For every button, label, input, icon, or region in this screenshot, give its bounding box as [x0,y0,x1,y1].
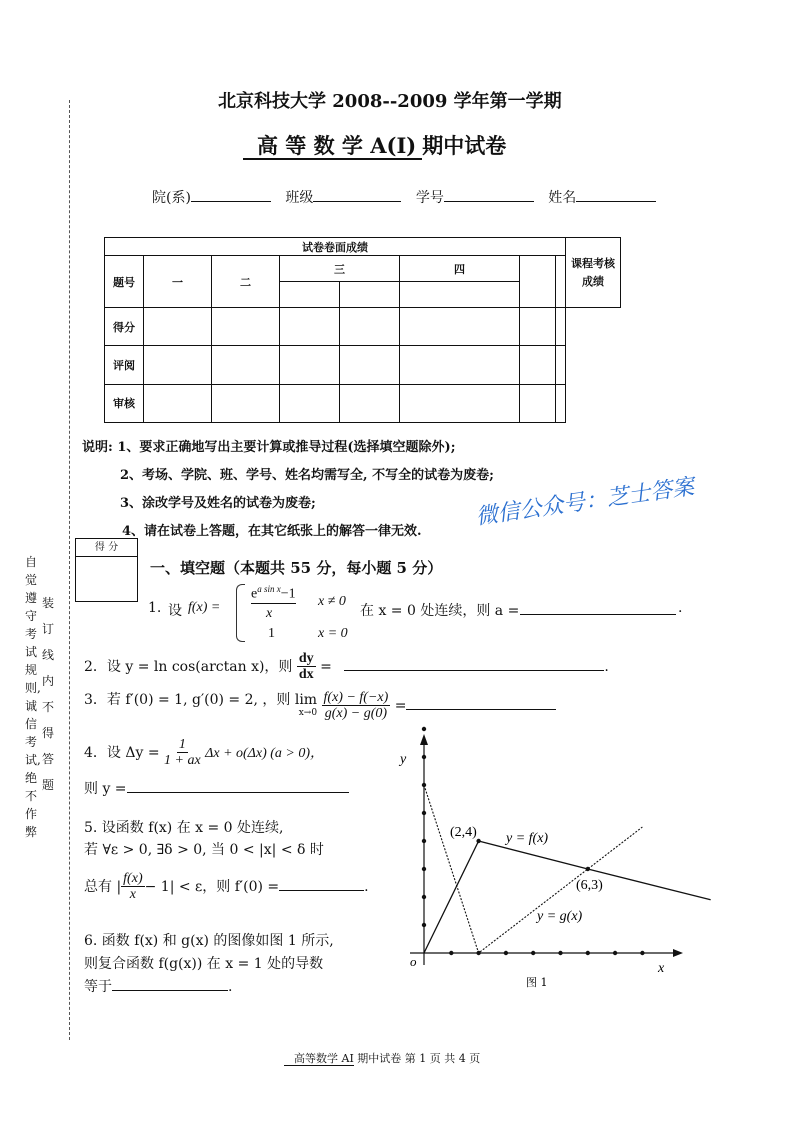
footer-page: 期中试卷 第 1 页 共 4 页 [357,1052,481,1065]
origin-label: o [410,954,417,969]
row-review-label: 审核 [105,384,144,422]
y-axis-arrow [420,734,428,745]
x-tick-dot [476,951,480,955]
section-1-title: 一、填空题（本题共 55 分，每小题 5 分） [150,559,443,577]
y-tick-dot [422,839,426,843]
score-table-caption: 试卷卷面成绩 [105,238,566,256]
f-curve [424,841,711,953]
y-axis-label: y [400,752,407,767]
x-tick-dot [586,951,590,955]
g-curve [424,785,642,953]
question-2: 2．设 y = ln cos(arctan x)，则 $\frac{dy}{dx}$ = . [84,651,609,683]
exam-title: 期中试卷 [422,133,507,158]
question-5: 5. 设函数 f(x) 在 x = 0 处连续, 若 ∀ε > 0, ∃δ > 0, 当 0 < |x| < δ 时 总有 | $\frac{f(x)}{x}$ − 1| < ε，则 f′(0) = . [84,820,369,903]
course-title: 高 等 数 学 A(I) [243,133,422,160]
point-b-label: (6,3) [576,878,603,893]
y-tick-dot [422,811,426,815]
student-id-label: 学号 [415,190,444,206]
instruction-1: 1、要求正确地写出主要计算或推导过程(选择填空题除外); [117,440,456,455]
row-grader-label: 评阅 [105,346,144,384]
class-label: 班级 [285,190,314,206]
y-tick-dot [422,783,426,787]
margin-note-binding: 装订线内不得答题 [42,596,55,792]
page-footer [284,1050,480,1066]
instruction-4: 4、请在试卷上答题，在其它纸张上的解答一律无效. [122,524,422,539]
f-label: y = f(x) [506,831,549,846]
figure-graph [410,727,711,965]
instruction-2: 2、考场、学院、班、学号、姓名均需写全, 不写全的试卷为废卷; [120,468,494,483]
question-number-header: 题号 [105,256,144,308]
row-score-label: 得分 [105,308,144,346]
score-box[interactable]: 得 分 [75,538,138,602]
exam-page: 自觉遵守考试规则,诚信考试,绝不作弊 装订线内不得答题 北京科技大学 2008--2009 学年第一学期 高 等 数 学 A(I) 期中试卷 院(系) 班级 学号 姓名 试卷卷面成绩 课程考核成绩 题号 一 二 三 四 得分 评阅 审核 说明: 1、要求正确地写出主要计算或推导过程(选择填空题除外); 2、考场、学院、班、学号、姓名均需写全, 不写全的试卷为废卷; 3、涂改学号及姓名的试卷为废卷; 4、请在试卷上答题，在其它纸张上的解答一律无效. 微信公众号：芝士答案 得 分 一、填空题（本题共 55 分，每小题 5 分） 1. 设 f(x) = $e^{a sin x}-1$ x x ≠ 0 1 x = 0 在 x = 0 处连续，则 a = . 2．设 y = ln cos(arctan x)，则 $\frac{dy}{dx}$ = . 3．若 f′(0) = 1, g′(0) = 2, ，则 lim x→0 $\frac{f(x) - f(-x)}{g(x) - g(0)}$ = 4．设 Δy = $\frac{1}{1 + ax}$ Δx + o(Δx) (a > 0)， 则 y = 5. 设函数 f(x) 在 x = 0 处连续, 若 ∀ε > 0, ∃δ > 0, 当 0 < |x| < δ 时 总有 | $\frac{f(x)}{x}$ − 1| < ε，则 f′(0) = . 6. 函数 f(x) 和 g(x) 的图像如图 1 所示, 则复合函数 f(g(x)) 在 x = 1 处的导数 等于 . y x o (2,4) (6,3) y = f(x) y = g(x) 图 1 高等数学 AI 期中试卷 第 1 页 共 4 页 [0,0,793,1122]
y-tick-dot [422,923,426,927]
key-point [476,839,480,843]
col-2: 二 [212,256,280,308]
question-4: 4．设 Δy = $\frac{1}{1 + ax}$ Δx + o(Δx) (a > 0)， [84,737,325,769]
g-label: y = g(x) [537,909,583,924]
y-tick-dot [422,727,426,731]
figure-caption: 图 1 [526,976,548,989]
university-term: 北京科技大学 2008--2009 学年第一学期 [218,91,562,112]
key-point [586,867,590,871]
question-6: 6. 函数 f(x) 和 g(x) 的图像如图 1 所示, 则复合函数 f(g(x)) 在 x = 1 处的导数 等于 . [84,933,334,995]
instruction-3: 3、涂改学号及姓名的试卷为废卷; [120,496,316,511]
margin-note-integrity: 自觉遵守考试规则,诚信考试,绝不作弊 [25,555,41,839]
y-tick-dot [422,895,426,899]
point-a-label: (2,4) [450,825,477,840]
col-4: 四 [400,256,520,282]
x-axis-arrow [673,949,683,957]
question-4-answer: 则 y = [84,778,349,798]
footer-course: 高等数学 AI [284,1052,354,1066]
watermark: 微信公众号：芝士答案 [474,474,696,531]
x-tick-dot [640,951,644,955]
name-label: 姓名 [548,190,577,206]
dept-label: 院(系) [152,190,191,206]
x-tick-dot [504,951,508,955]
question-3: 3．若 f′(0) = 1, g′(0) = 2, ，则 lim x→0 $\frac{f(x) - f(-x)}{g(x) - g(0)}$ = [84,690,556,722]
x-tick-dot [613,951,617,955]
col-1: 一 [144,256,212,308]
instructions: 说明: 1、要求正确地写出主要计算或推导过程(选择填空题除外); 2、考场、学院、班、学号、姓名均需写全, 不写全的试卷为废卷; 3、涂改学号及姓名的试卷为废卷; 4、请在试卷上答题，在其它纸张上的解答一律无效. [82,434,494,546]
y-tick-dot [422,755,426,759]
y-tick-dot [422,867,426,871]
course-total-header: 课程考核成绩 [566,238,621,308]
x-axis-label: x [658,961,665,976]
col-3: 三 [280,256,400,282]
x-tick-dot [531,951,535,955]
x-tick-dot [449,951,453,955]
x-tick-dot [558,951,562,955]
